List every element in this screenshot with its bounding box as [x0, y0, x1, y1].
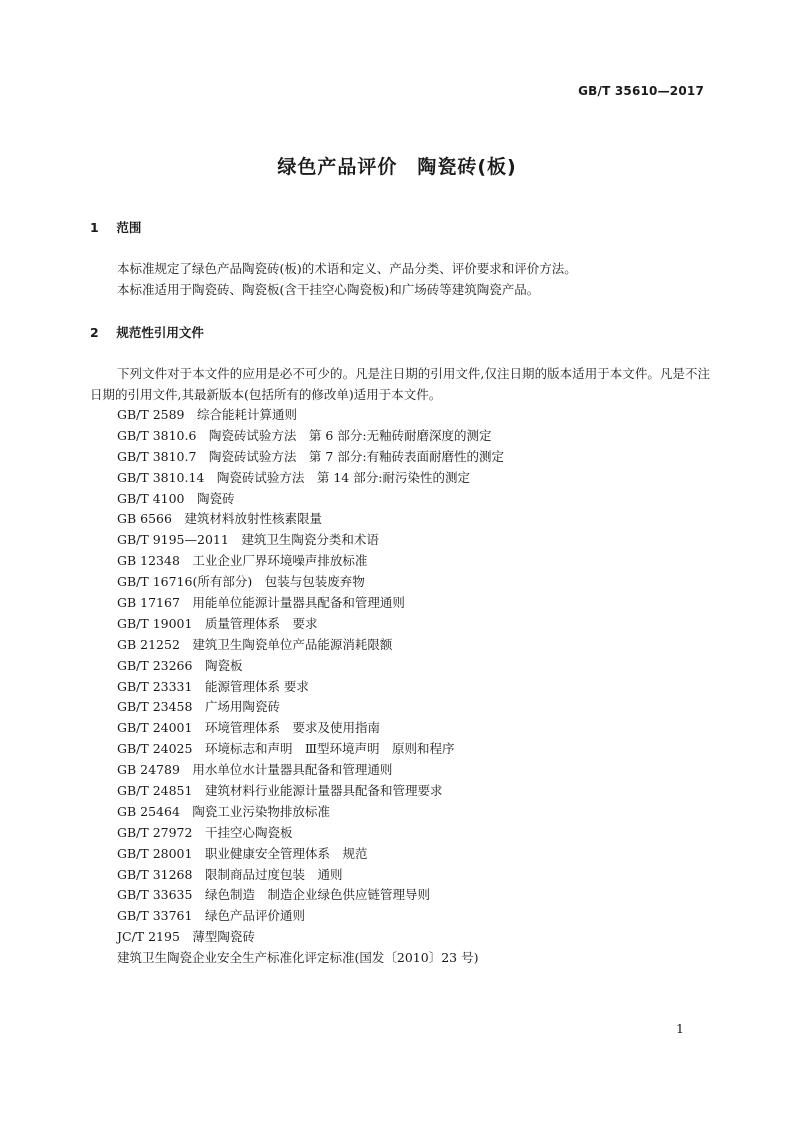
- section-number: 1: [90, 220, 99, 235]
- reference-item: GB 12348 工业企业厂界环境噪声排放标准: [117, 553, 368, 569]
- standard-code: GB/T 35610—2017: [578, 84, 704, 98]
- section-normative-references: [90, 323, 710, 969]
- section-number: 2: [90, 325, 99, 340]
- reference-item: GB/T 3810.7 陶瓷砖试验方法 第 7 部分:有釉砖表面耐磨性的测定: [117, 448, 505, 464]
- reference-item: GB 21252 建筑卫生陶瓷单位产品能源消耗限额: [117, 636, 393, 652]
- reference-item: GB 24789 用水单位水计量器具配备和管理通则: [117, 762, 393, 778]
- reference-item: GB/T 4100 陶瓷砖: [117, 490, 235, 506]
- section-title: 规范性引用文件: [116, 325, 204, 340]
- reference-item: GB/T 33635 绿色制造 制造企业绿色供应链管理导则: [117, 887, 430, 903]
- section-heading: [90, 323, 710, 343]
- reference-item: GB/T 23331 能源管理体系 要求: [117, 678, 309, 694]
- reference-item: GB/T 9195—2011 建筑卫生陶瓷分类和术语: [117, 532, 379, 548]
- reference-item: GB/T 23266 陶瓷板: [117, 657, 243, 673]
- reference-item: GB/T 23458 广场用陶瓷砖: [117, 699, 280, 715]
- reference-item: GB/T 27972 干挂空心陶瓷板: [117, 824, 293, 840]
- paragraph: 本标准规定了绿色产品陶瓷砖(板)的术语和定义、产品分类、评价要求和评价方法。: [117, 261, 577, 276]
- reference-item: GB 6566 建筑材料放射性核素限量: [117, 511, 322, 527]
- reference-item: GB/T 24851 建筑材料行业能源计量器具配备和管理要求: [117, 783, 443, 799]
- section-scope: [90, 218, 710, 300]
- intro-paragraph: 下列文件对于本文件的应用是必不可少的。凡是注日期的引用文件,仅注日期的版本适用于本文件。凡是不注日期的引用文件,其最新版本(包括所有的修改单)适用于本文件。: [90, 366, 710, 402]
- reference-item: GB/T 2589 综合能耗计算通则: [117, 407, 298, 422]
- reference-item: GB/T 33761 绿色产品评价通则: [117, 908, 305, 924]
- section-heading: [90, 218, 710, 238]
- reference-item: GB/T 24001 环境管理体系 要求及使用指南: [117, 720, 380, 736]
- reference-item: GB 25464 陶瓷工业污染物排放标准: [117, 803, 330, 819]
- reference-item: JC/T 2195 薄型陶瓷砖: [117, 929, 255, 945]
- reference-item: GB/T 31268 限制商品过度包装 通则: [117, 866, 343, 882]
- reference-item: GB/T 16716(所有部分) 包装与包装废弃物: [117, 574, 365, 590]
- document-title: 绿色产品评价 陶瓷砖(板): [277, 156, 517, 178]
- paragraph: 本标准适用于陶瓷砖、陶瓷板(含干挂空心陶瓷板)和广场砖等建筑陶瓷产品。: [117, 281, 540, 297]
- reference-item: GB 17167 用能单位能源计量器具配备和管理通则: [117, 595, 405, 611]
- reference-item: GB/T 3810.6 陶瓷砖试验方法 第 6 部分:无釉砖耐磨深度的测定: [117, 427, 492, 443]
- reference-item: GB/T 3810.14 陶瓷砖试验方法 第 14 部分:耐污染性的测定: [117, 469, 470, 485]
- section-title: 范围: [116, 220, 142, 235]
- page-number: 1: [676, 1021, 684, 1036]
- reference-item: GB/T 19001 质量管理体系 要求: [117, 615, 318, 631]
- reference-list: [90, 405, 710, 969]
- reference-item: GB/T 24025 环境标志和声明 Ⅲ型环境声明 原则和程序: [117, 741, 455, 757]
- reference-item: 建筑卫生陶瓷企业安全生产标准化评定标准(国发〔2010〕23 号): [117, 950, 479, 966]
- reference-item: GB/T 28001 职业健康安全管理体系 规范: [117, 845, 368, 861]
